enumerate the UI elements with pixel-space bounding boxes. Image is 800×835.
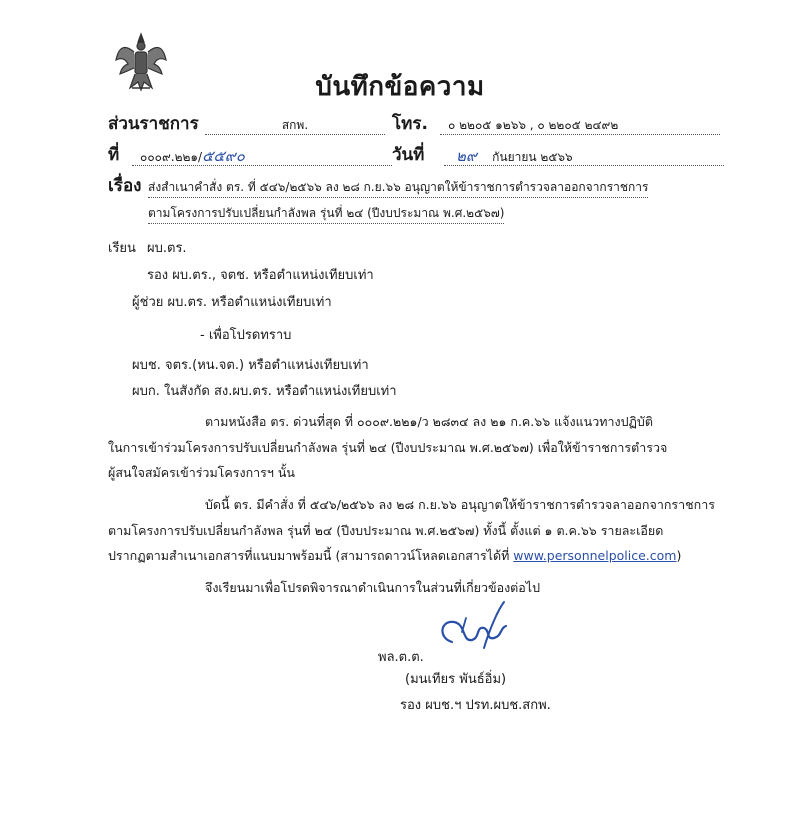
- signer-position: รอง ผบช.ฯ ปรท.ผบช.สกพ.: [400, 698, 551, 713]
- phone-label: โทร.: [392, 114, 428, 134]
- addressee-5: ผบก. ในสังกัด สง.ผบ.ตร. หรือตำแหน่งเทียบเท่า: [132, 384, 397, 399]
- paragraph-1-line-1: ตามหนังสือ ตร. ด่วนที่สุด ที่ ๐๐๐๙.๒๒๑/ว ๒๘๓๔ ลง ๒๑ ก.ค.๖๖ แจ้งแนวทางปฏิบัติ: [205, 414, 653, 429]
- phone-value: ๐ ๒๒๐๕ ๑๒๖๖ , ๐ ๒๒๐๕ ๒๔๙๒: [440, 116, 720, 135]
- purpose-note: - เพื่อโปรดทราบ: [200, 328, 292, 343]
- ref-handwritten-number: ๕๕๙๐: [202, 147, 245, 165]
- paragraph-1-line-2: ในการเข้าร่วมโครงการปรับเปลี่ยนกำลังพล รุ่นที่ ๒๔ (ปีงบประมาณ พ.ศ.๒๕๖๗) เพื่อให้ข้าราชการตำรวจ: [108, 440, 668, 455]
- closing-line: จึงเรียนมาเพื่อโปรดพิจารณาดำเนินการในส่วนที่เกี่ยวข้องต่อไป: [205, 580, 541, 595]
- department-label: ส่วนราชการ: [108, 114, 199, 134]
- subject-label: เรื่อง: [108, 176, 142, 196]
- ref-label: ที่: [108, 145, 120, 165]
- addressee-3: ผู้ช่วย ผบ.ตร. หรือตำแหน่งเทียบเท่า: [132, 295, 332, 310]
- handwritten-signature: [432, 598, 514, 654]
- subject-line-2: ตามโครงการปรับเปลี่ยนกำลังพล รุ่นที่ ๒๔ (ปีงบประมาณ พ.ศ.๒๕๖๗): [148, 204, 504, 224]
- paragraph-2-line-3: [108, 546, 681, 566]
- page-title: บันทึกข้อความ: [315, 72, 485, 102]
- signer-rank: พล.ต.ต.: [378, 650, 424, 665]
- personnel-website-link[interactable]: www.personnelpolice.com: [513, 548, 677, 563]
- to-label: เรียน: [108, 241, 136, 256]
- ref-field: [132, 147, 392, 166]
- addressee-1: ผบ.ตร.: [147, 241, 187, 256]
- date-value: กันยายน ๒๕๖๖: [492, 150, 573, 164]
- paragraph-2-line-3-text: ปรากฏตามสำเนาเอกสารที่แนบมาพร้อมนี้ (สามารถดาวน์โหลดเอกสารได้ที่: [108, 548, 514, 563]
- paragraph-2-line-2: ตามโครงการปรับเปลี่ยนกำลังพล รุ่นที่ ๒๔ (ปีงบประมาณ พ.ศ.๒๕๖๗) ทั้งนี้ ตั้งแต่ ๑ ต.ค.๖๖ รายละเอียด: [108, 523, 664, 538]
- subject-line-1: ส่งสำเนาคำสั่ง ตร. ที่ ๕๔๖/๒๕๖๖ ลง ๒๘ ก.ย.๖๖ อนุญาตให้ข้าราชการตำรวจลาออกจากราชการ: [148, 178, 648, 198]
- paragraph-2-line-3-end: ): [676, 548, 682, 563]
- paragraph-1-line-3: ผู้สนใจสมัครเข้าร่วมโครงการฯ นั้น: [108, 465, 295, 480]
- addressee-2: รอง ผบ.ตร., จตช. หรือตำแหน่งเทียบเท่า: [147, 268, 374, 283]
- ref-value: ๐๐๐๙.๒๒๑/: [140, 150, 203, 164]
- department-value: สกพ.: [205, 116, 385, 135]
- date-handwritten-day: ๒๙: [456, 147, 477, 165]
- addressee-4: ผบช. จตร.(หน.จต.) หรือตำแหน่งเทียบเท่า: [132, 358, 369, 373]
- date-label: วันที่: [392, 145, 425, 165]
- signer-name: (มนเทียร พันธ์อิ่ม): [405, 672, 507, 687]
- date-field: [444, 147, 724, 166]
- paragraph-2-line-1: บัดนี้ ตร. มีคำสั่ง ที่ ๕๔๖/๒๕๖๖ ลง ๒๘ ก.ย.๖๖ อนุญาตให้ข้าราชการตำรวจลาออกจากราชการ: [205, 497, 715, 512]
